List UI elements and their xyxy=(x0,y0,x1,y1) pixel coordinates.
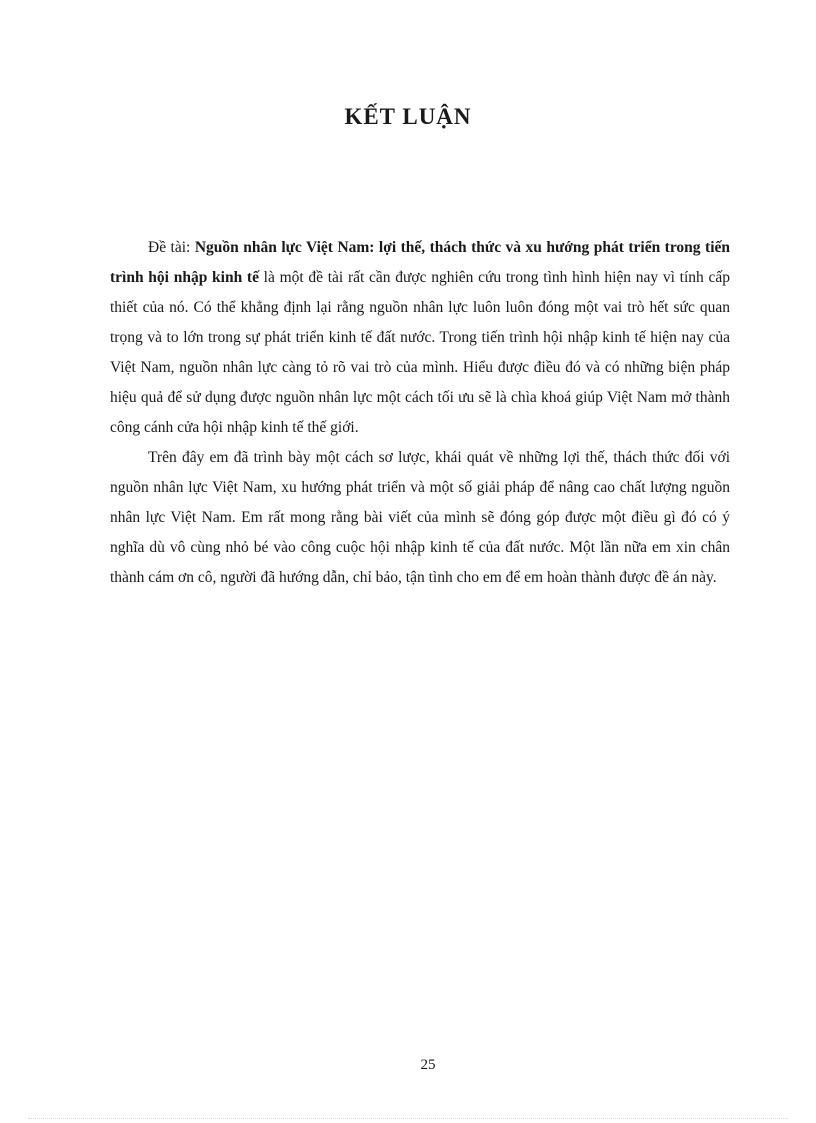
paragraph-1-lead: Đề tài: xyxy=(148,239,195,256)
page-edge-divider xyxy=(28,1118,788,1119)
paragraph-1 xyxy=(110,233,730,443)
paragraph-2: Trên đây em đã trình bày một cách sơ lược, khái quát về những lợi thế, thách thức đối với nguồn nhân lực Việt Nam, xu hướng phát triển và một số giải pháp để nâng cao chất lượng nguồn nhân lực Việt Nam. Em rất mong rằng bài viết của mình sẽ đóng góp được một điều gì đó có ý nghĩa dù vô cùng nhỏ bé vào công cuộc hội nhập kinh tế của đất nước. Một lần nữa em xin chân thành cám ơn cô, người đã hướng dẫn, chỉ bảo, tận tình cho em để em hoàn thành được đề án này. xyxy=(110,449,730,586)
paragraph-1-topic: Nguồn nhân lực Việt Nam: lợi thế, thách thức và xu hướng phát triển trong tiến trình hội nhập kinh tế xyxy=(110,239,730,286)
paragraph-1-rest: là một đề tài rất cần được nghiên cứu trong tình hình hiện nay vì tính cấp thiết của nó. Có thể khẳng định lại rằng nguồn nhân lực luôn luôn đóng một vai trò hết sức quan trọng và to lớn trong sự phát triển kinh tế đất nước. Trong tiến trình hội nhập kinh tế hiện nay của Việt Nam, nguồn nhân lực càng tỏ rõ vai trò của mình. Hiểu được điều đó và có những biện pháp hiệu quả để sử dụng được nguồn nhân lực một cách tối ưu sẽ là chìa khoá giúp Việt Nam mở thành công cánh cửa hội nhập kinh tế thế giới. xyxy=(110,269,730,436)
body-text xyxy=(110,233,730,593)
page-number: 25 xyxy=(420,1057,436,1073)
page-title: KẾT LUẬN xyxy=(344,104,472,129)
